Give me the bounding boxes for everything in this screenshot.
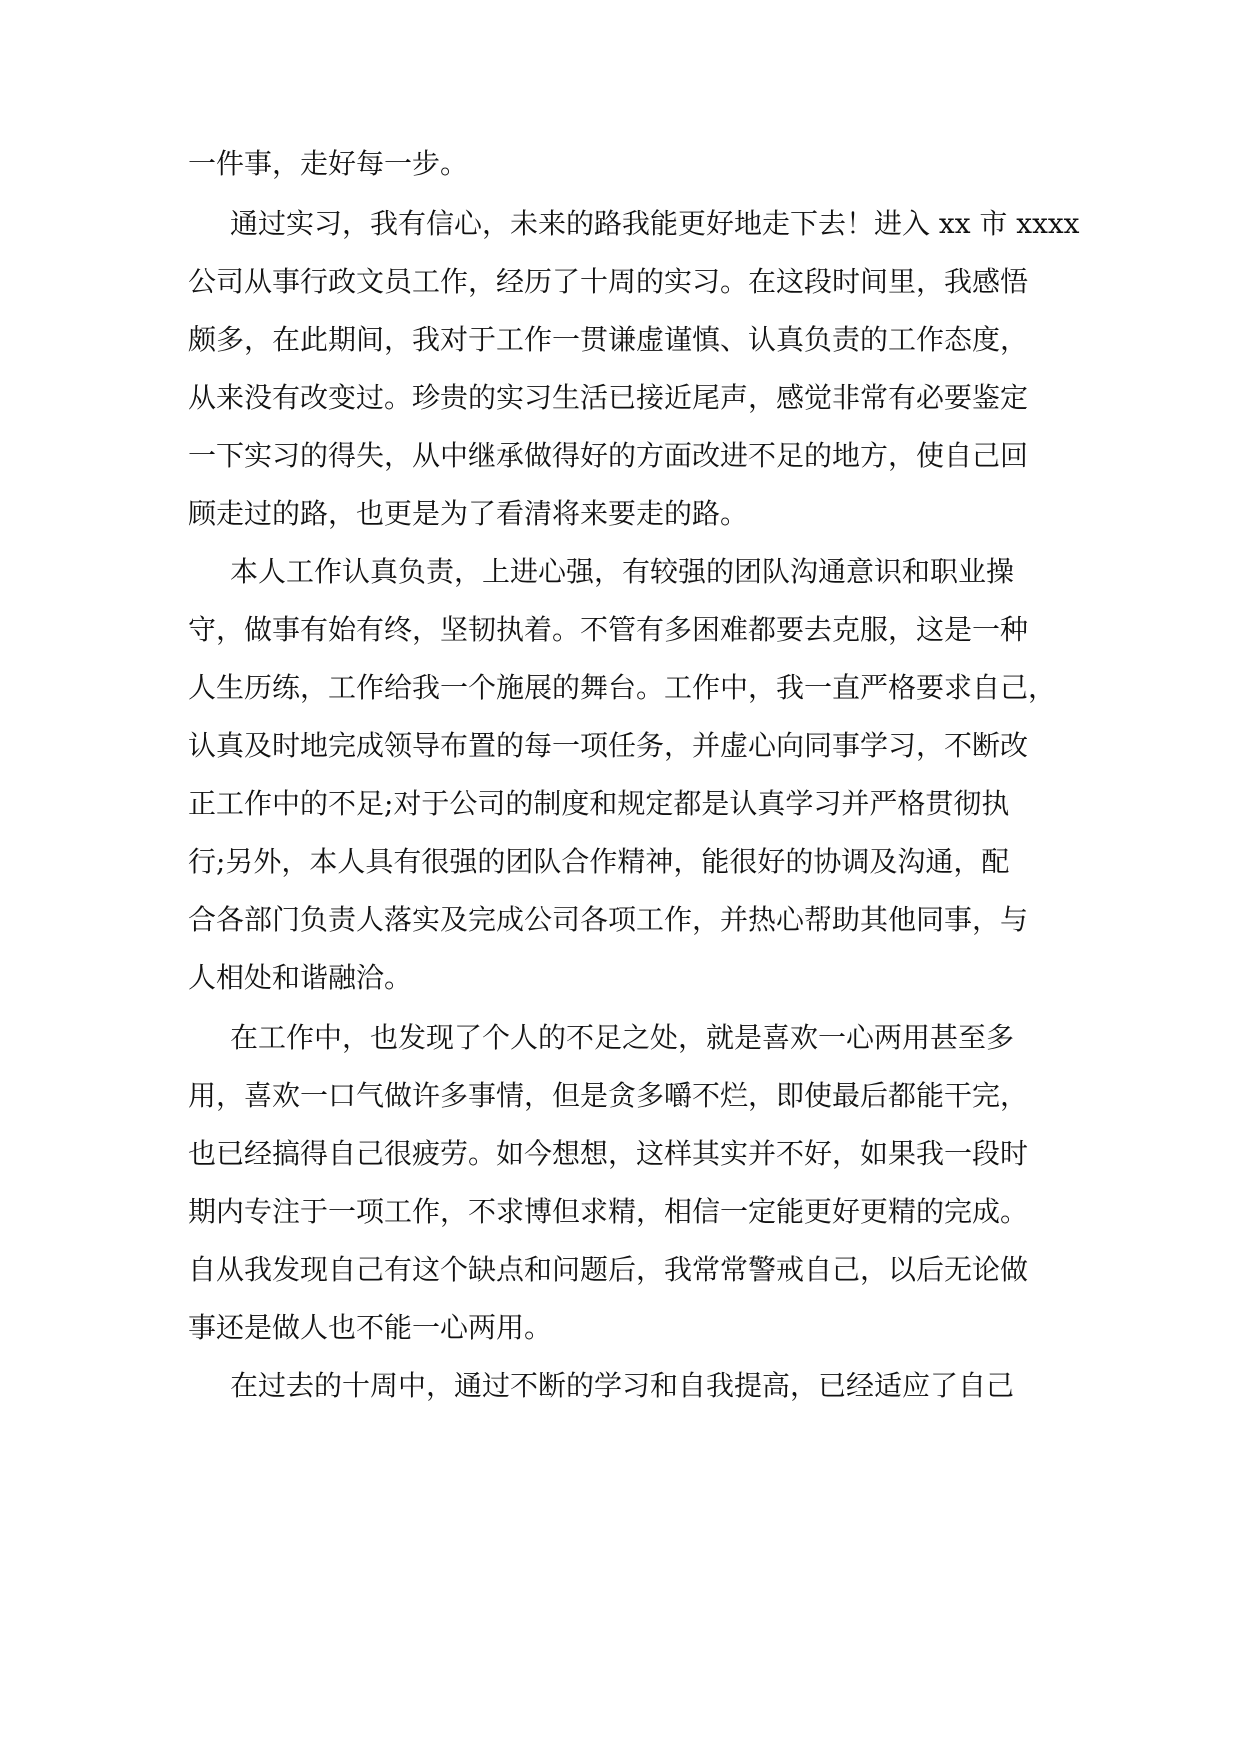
text-line: 一下实习的得失，从中继承做得好的方面改进不足的地方，使自己回	[188, 439, 1029, 472]
text-line: 用，喜欢一口气做许多事情，但是贪多嚼不烂，即使最后都能干完，	[188, 1079, 1029, 1112]
text-line: 通过实习，我有信心，未来的路我能更好地走下去！进入 xx 市 xxxx	[230, 207, 1080, 240]
text-line: 本人工作认真负责，上进心强，有较强的团队沟通意识和职业操	[230, 555, 1015, 588]
text-line: 一件事，走好每一步。	[188, 147, 469, 180]
text-line: 在过去的十周中，通过不断的学习和自我提高，已经适应了自己	[230, 1369, 1015, 1402]
text-line: 事还是做人也不能一心两用。	[188, 1311, 553, 1344]
text-line: 认真及时地完成领导布置的每一项任务，并虚心向同事学习，不断改	[188, 729, 1029, 762]
text-line: 行;另外，本人具有很强的团队合作精神，能很好的协调及沟通，配	[188, 845, 1010, 878]
text-line: 自从我发现自己有这个缺点和问题后，我常常警戒自己，以后无论做	[188, 1253, 1029, 1286]
text-line: 守，做事有始有终，坚韧执着。不管有多困难都要去克服，这是一种	[188, 613, 1029, 646]
text-line: 期内专注于一项工作，不求博但求精，相信一定能更好更精的完成。	[188, 1195, 1029, 1228]
text-line: 正工作中的不足;对于公司的制度和规定都是认真学习并严格贯彻执	[188, 787, 1010, 820]
text-line: 公司从事行政文员工作，经历了十周的实习。在这段时间里，我感悟	[188, 265, 1029, 298]
text-line: 颇多，在此期间，我对于工作一贯谦虚谨慎、认真负责的工作态度，	[188, 323, 1029, 356]
text-line: 顾走过的路，也更是为了看清将来要走的路。	[188, 497, 749, 530]
text-line: 也已经搞得自己很疲劳。如今想想，这样其实并不好，如果我一段时	[188, 1137, 1029, 1170]
text-line: 人生历练，工作给我一个施展的舞台。工作中，我一直严格要求自己，	[188, 671, 1057, 704]
text-line: 从来没有改变过。珍贵的实习生活已接近尾声，感觉非常有必要鉴定	[188, 381, 1029, 414]
text-line: 人相处和谐融洽。	[188, 961, 413, 994]
text-line: 在工作中，也发现了个人的不足之处，就是喜欢一心两用甚至多	[230, 1021, 1015, 1054]
text-line: 合各部门负责人落实及完成公司各项工作，并热心帮助其他同事，与	[188, 903, 1029, 936]
